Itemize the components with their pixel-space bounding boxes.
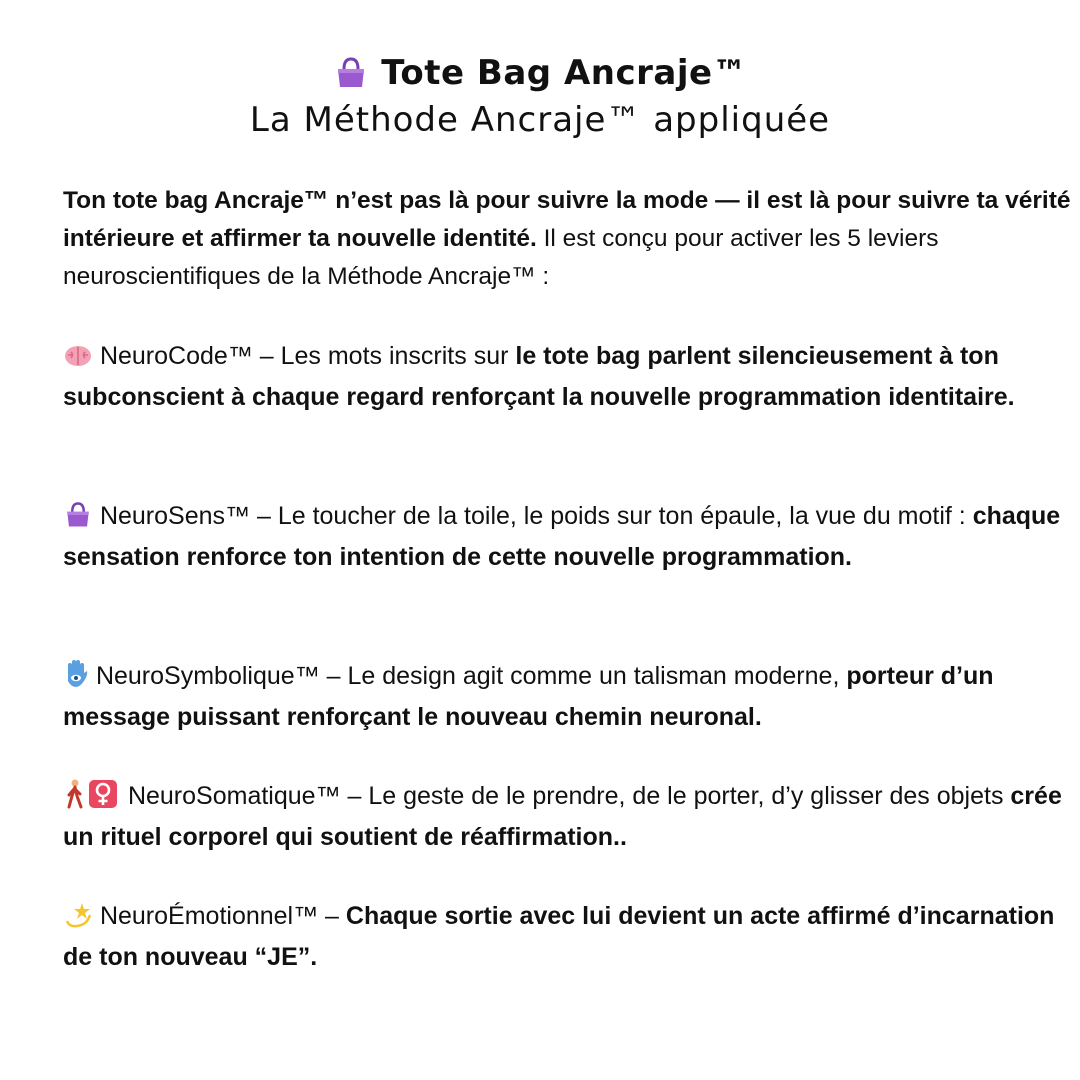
purse-icon <box>333 52 369 98</box>
lever-neurosomatique <box>63 776 1073 857</box>
lever-neuroemotionnel-text: NeuroÉmotionnel™ – <box>93 902 346 930</box>
lever-neurosens-bold: chaque sensation renforce ton intention de cette nouvelle programmation. <box>63 502 1061 572</box>
walking-woman-icon <box>63 777 121 817</box>
hamsa-icon <box>63 657 89 697</box>
lever-neurocode-text: NeuroCode™ – Les mots inscrits sur <box>93 342 516 370</box>
purse-icon <box>63 497 93 537</box>
lever-neuroemotionnel <box>63 896 1073 977</box>
page-subtitle: La Méthode Ancraje™ appliquée <box>249 100 831 140</box>
intro-normal: Il est conçu pour activer les 5 leviers neuroscientifiques de la Méthode Ancraje™ : <box>63 225 939 290</box>
lever-neurosens <box>63 496 1073 577</box>
intro-paragraph <box>63 182 1073 296</box>
lever-neurosymbolique <box>63 656 1073 737</box>
dizzy-star-icon <box>63 897 93 937</box>
lever-neurosymbolique-bold: porteur d’un message puissant renforçant le nouveau chemin neuronal. <box>63 662 994 732</box>
page-title <box>0 50 1080 96</box>
lever-neurosomatique-bold: crée un rituel corporel qui soutient de réaffirmation.. <box>63 782 1062 852</box>
brain-icon <box>63 337 93 377</box>
lever-neurosymbolique-text: NeuroSymbolique™ – Le design agit comme un talisman moderne, <box>89 662 847 690</box>
lever-neurocode <box>63 336 1073 417</box>
lever-neurocode-bold: le tote bag parlent silencieusement à ton subconscient à chaque regard renforçant la nouvelle programmation identitaire. <box>63 342 1015 412</box>
lever-neurosens-text: NeuroSens™ – Le toucher de la toile, le poids sur ton épaule, la vue du motif : <box>93 502 973 530</box>
intro-bold: Ton tote bag Ancraje™ n’est pas là pour suivre la mode — il est là pour suivre ta vérité intérieure et affirmer ta nouvelle identité. <box>63 187 1071 252</box>
lever-neuroemotionnel-bold: Chaque sortie avec lui devient un acte affirmé d’incarnation de ton nouveau “JE”. <box>63 902 1055 972</box>
lever-neurosomatique-text: NeuroSomatique™ – Le geste de le prendre, de le porter, d’y glisser des objets <box>121 782 1011 810</box>
title-text: Tote Bag Ancraje™ <box>381 53 748 93</box>
